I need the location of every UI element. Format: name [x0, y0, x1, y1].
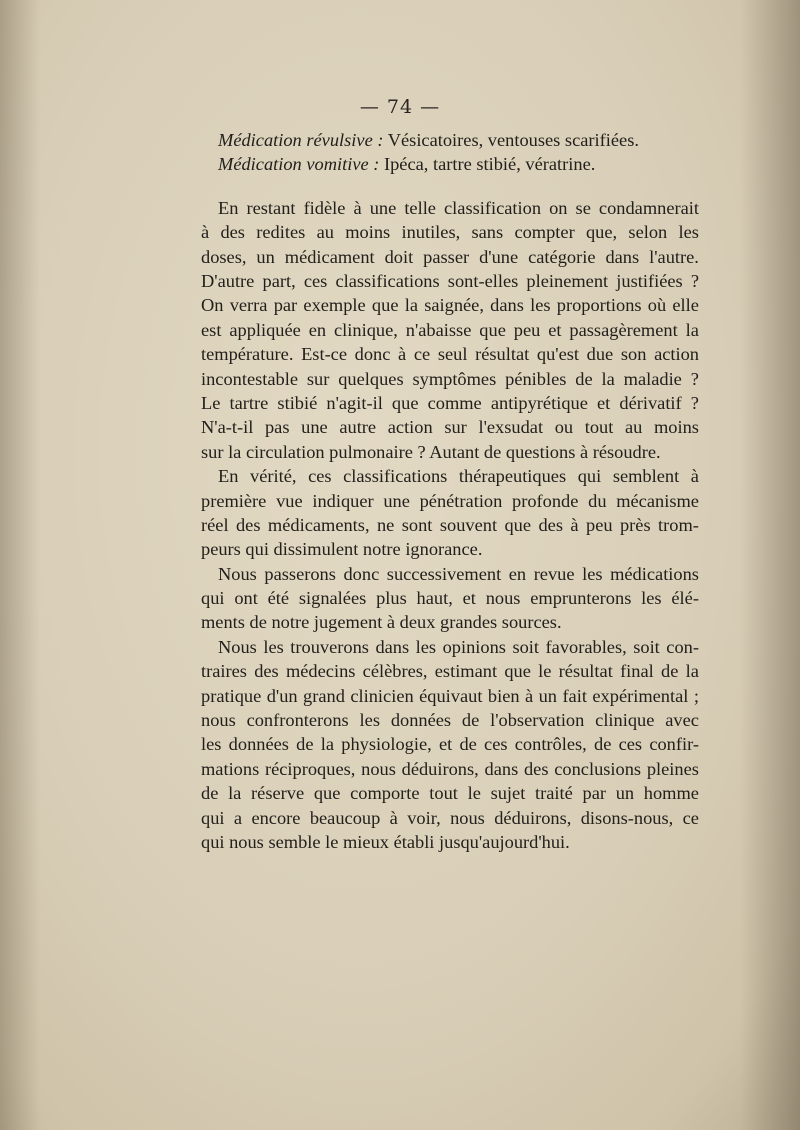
paragraphs [201, 196, 699, 855]
text-line: température. Est-ce donc à ce seul résultat qu'est due son action [201, 344, 699, 365]
text-line: traires des médecins célèbres, estimant que le résultat final de la [201, 661, 699, 682]
text-line: En vérité, ces classifications thérapeutiques qui semblent à [218, 466, 699, 487]
text-line: pratique d'un grand clinicien équivaut bien à un fait expérimental ; [201, 685, 699, 706]
text-line: est appliquée en clinique, n'abaisse que peu et passagèrement la [201, 319, 699, 340]
medication-line [201, 128, 699, 152]
medication-items: Vésicatoires, ventouses scarifiées. [383, 130, 639, 150]
text-line: mations réciproques, nous déduirons, dans des conclusions pleines [201, 758, 699, 779]
text-line: Nous les trouverons dans les opinions soit favorables, soit con- [218, 636, 699, 657]
text-line: incontestable sur quelques symptômes pénibles de la maladie ? [201, 368, 699, 389]
medication-line [201, 152, 699, 176]
text-line: En restant fidèle à une telle classification on se condamnerait [218, 197, 699, 218]
text-line: ments de notre jugement à deux grandes sources. [201, 612, 562, 633]
text-line: Le tartre stibié n'agit-il que comme antipyrétique et dérivatif ? [201, 392, 699, 413]
text-line: sur la circulation pulmonaire ? Autant de questions à résoudre. [201, 441, 661, 462]
medication-list [201, 128, 699, 177]
text-line: D'autre part, ces classifications sont-elles pleinement justifiées ? [201, 270, 699, 291]
text-line: On verra par exemple que la saignée, dans les proportions où elle [201, 295, 699, 316]
paragraph [201, 562, 699, 635]
paragraph [201, 196, 699, 464]
page-body [201, 128, 699, 854]
text-line: qui nous semble le mieux établi jusqu'aujourd'hui. [201, 831, 570, 852]
text-line: doses, un médicament doit passer d'une catégorie dans l'autre. [201, 246, 699, 267]
page-edge-shadow-right [740, 0, 800, 1130]
text-line: à des redites au moins inutiles, sans compter que, selon les [201, 222, 699, 243]
text-line: nous confronterons les données de l'observation clinique avec [201, 710, 699, 731]
text-line: les données de la physiologie, et de ces contrôles, de ces confir- [201, 734, 699, 755]
page-number: — 74 — [359, 96, 441, 118]
spacer [201, 177, 699, 196]
text-line: première vue indiquer une pénétration profonde du mécanisme [201, 490, 699, 511]
text-line: Nous passerons donc successivement en revue les médications [218, 563, 699, 584]
medication-name: Médication vomitive : [218, 154, 380, 175]
text-line: N'a-t-il pas une autre action sur l'exsudat ou tout au moins [201, 417, 699, 438]
text-line: qui a encore beaucoup à voir, nous déduirons, disons-nous, ce [201, 807, 699, 828]
page-edge-shadow-left [0, 0, 40, 1130]
text-line: peurs qui dissimulent notre ignorance. [201, 539, 483, 560]
paragraph [201, 635, 699, 855]
text-line: qui ont été signalées plus haut, et nous emprunterons les élé- [201, 588, 699, 609]
paragraph [201, 464, 699, 562]
text-line: réel des médicaments, ne sont souvent que des à peu près trom- [201, 514, 699, 535]
medication-name: Médication révulsive : [218, 130, 384, 150]
text-line: de la réserve que comporte tout le sujet traité par un homme [201, 783, 699, 804]
medication-items: Ipéca, tartre stibié, vératrine. [379, 154, 596, 175]
